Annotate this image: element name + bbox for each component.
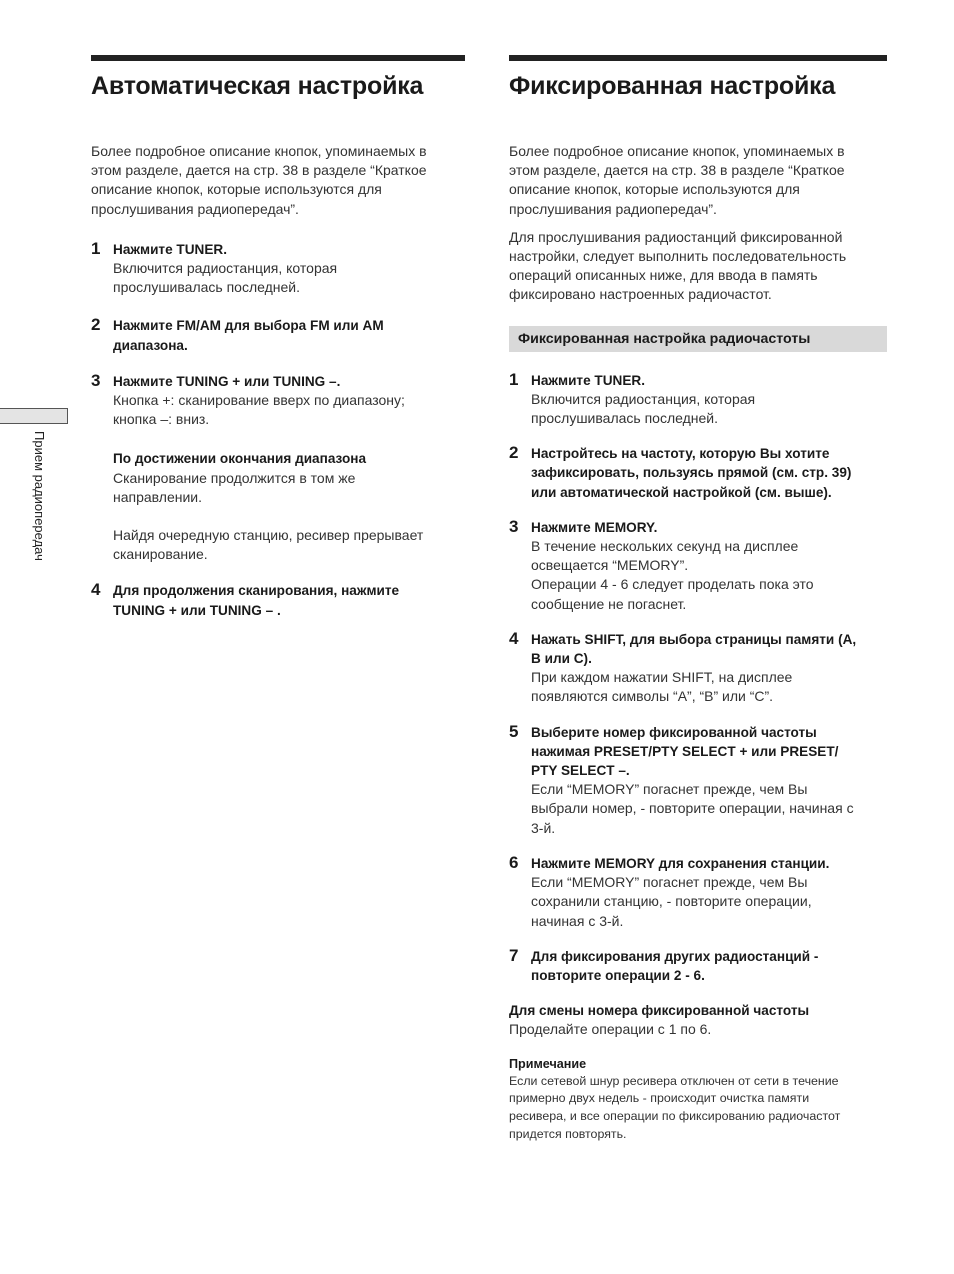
note-heading: Примечание — [509, 1056, 587, 1071]
step-number: 6 — [509, 852, 519, 872]
step-body: Кнопка +: сканирование вверх по диапазону; кнопка –: вниз. — [113, 392, 405, 428]
step-title: Для продолжения сканирования, нажмите TUNING + или TUNING – . — [113, 583, 400, 618]
intro-paragraph: Более подробное описание кнопок, упоминаемых в этом разделе, дается на стр. 38 в разделе “Краткое описание кнопок, которые используются для прослушивания радиопередач”. — [509, 143, 845, 217]
sub-body: Сканирование продолжится в том же направлении. — [113, 469, 356, 505]
step-number: 5 — [509, 721, 519, 741]
step-1 — [91, 240, 465, 298]
step-title: Нажмите TUNER. — [113, 241, 228, 257]
step-5 — [509, 723, 887, 838]
change-preset-body: Проделайте операции с 1 по 6. — [509, 1021, 712, 1038]
step-body: При каждом нажатии SHIFT, на дисплее появляются символы “A”, “B” или “C”. — [531, 669, 793, 705]
intro-paragraph: Более подробное описание кнопок, упоминаемых в этом разделе, дается на стр. 38 в разделе “Краткое описание кнопок, которые используются для прослушивания радиопередач”. — [91, 143, 427, 217]
step-title: Нажмите TUNING + или TUNING –. — [113, 373, 341, 389]
intro-paragraph-2: Для прослушивания радиостанций фиксированной настройки, следует выполнить последовательность операций описанных ниже, для ввода в память фиксировано настроенных радиочастот. — [509, 228, 847, 303]
step-number: 3 — [91, 370, 101, 390]
step-number: 1 — [91, 238, 101, 258]
step-number: 4 — [91, 580, 101, 600]
step-title: Нажмите FM/AM для выбора FM или AM диапазона. — [113, 318, 384, 353]
step-4 — [91, 581, 465, 619]
right-column — [509, 55, 887, 1144]
step-body: В течение нескольких секунд на дисплее освещается “MEMORY”. Операции 4 - 6 следует проделать пока это сообщение не погаснет. — [531, 538, 814, 612]
step-2 — [91, 316, 465, 354]
step-title: Нажмите MEMORY для сохранения станции. — [531, 855, 830, 871]
subsection-heading: Фиксированная настройка радиочастоты — [509, 326, 887, 352]
top-rule — [91, 55, 465, 61]
step-number: 4 — [509, 628, 519, 648]
step-6 — [509, 854, 887, 931]
step-title: Выберите номер фиксированной частоты нажимая PRESET/PTY SELECT + или PRESET/ PTY SELECT –. — [531, 724, 839, 779]
step-title: Нажмите TUNER. — [531, 372, 646, 388]
note-body: Если сетевой шнур ресивера отключен от сети в течение примерно двух недель - происходит очистка памяти ресивера, и все операции по фиксированию радиочастот придется повторять. — [509, 1073, 841, 1141]
step-2 — [509, 444, 887, 502]
step-body: Если “MEMORY” погаснет прежде, чем Вы сохранили станцию, - повторите операции, начиная с 3-й. — [531, 874, 812, 929]
step-3 — [91, 372, 465, 565]
step-body: Включится радиостанция, которая прослушивалась последней. — [531, 390, 756, 427]
step-1 — [509, 371, 887, 429]
step-number: 1 — [509, 369, 519, 389]
change-preset-heading: Для смены номера фиксированной частоты — [509, 1003, 810, 1019]
step-number: 3 — [509, 516, 519, 536]
step-title: Для фиксирования других радиостанций - повторите операции 2 - 6. — [531, 948, 819, 983]
step-3 — [509, 518, 887, 614]
section-title: Автоматическая настройка — [91, 72, 424, 100]
side-tab-marker — [0, 408, 68, 424]
section-title: Фиксированная настройка — [509, 72, 836, 100]
step-number: 2 — [509, 443, 519, 463]
left-column — [91, 55, 465, 620]
sub-body-2: Найдя очередную станцию, ресивер прерывает сканирование. — [113, 527, 424, 563]
step-body: Если “MEMORY” погаснет прежде, чем Вы выбрали номер, - повторите операции, начиная с 3-й. — [531, 781, 854, 836]
step-title: Настройтесь на частоту, которую Вы хотите зафиксировать, пользуясь прямой (см. стр. 39) или автоматической настройкой (см. выше). — [531, 446, 852, 500]
step-number: 7 — [509, 945, 519, 965]
step-4 — [509, 630, 887, 707]
sub-heading: По достижении окончания диапазона — [113, 451, 367, 467]
step-title: Нажать SHIFT, для выбора страницы памяти (A, B или C). — [531, 631, 857, 667]
step-number: 2 — [91, 315, 101, 335]
side-section-label: Прием радиопередач — [32, 431, 47, 561]
top-rule — [509, 55, 887, 61]
step-7 — [509, 947, 887, 985]
step-body: Включится радиостанция, которая прослушивалась последней. — [113, 260, 338, 296]
step-title: Нажмите MEMORY. — [531, 519, 658, 535]
